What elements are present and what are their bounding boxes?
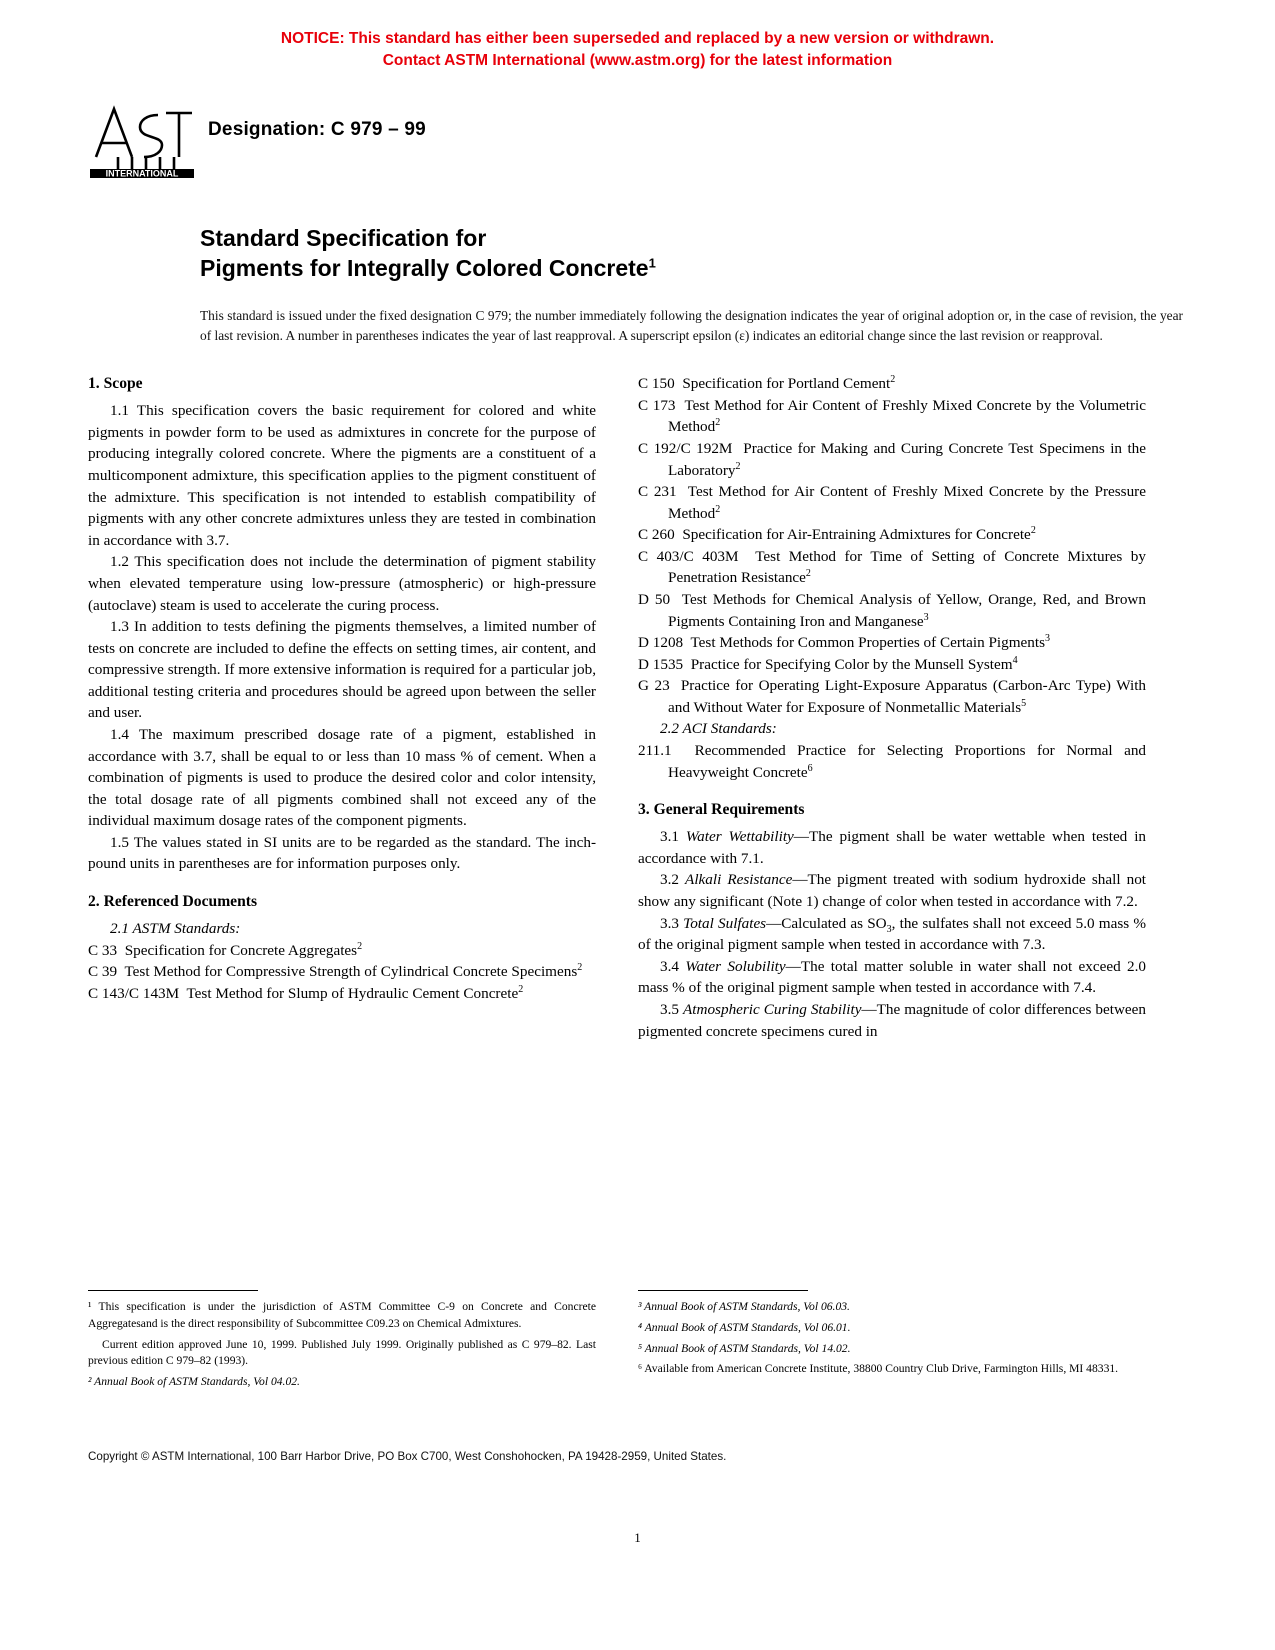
reference-item: C 173 Test Method for Air Content of Freshly Mixed Concrete by the Volumetric Method$^2$ <box>638 396 1146 436</box>
title-block <box>200 223 1183 347</box>
footnote-item: Current edition approved June 10, 1999. Published July 1999. Originally published as C 979–82. Last previous edition C 979–82 (1993). <box>88 1337 596 1368</box>
section-heading-scope: 1. Scope <box>88 375 143 393</box>
subheading-aci-standards: 2.2 ACI Standards: <box>660 720 777 738</box>
footnote-item: ⁶ Available from American Concrete Institute, 38800 Country Club Drive, Farmington Hills, MI 48331. <box>638 1362 1119 1376</box>
footnote-divider <box>88 1290 258 1291</box>
reference-item: G 23 Practice for Operating Light-Exposure Apparatus (Carbon-Arc Type) With and Without Water for Exposure of Nonmetallic Materials$^5$ <box>638 677 1147 716</box>
subheading-astm-standards: 2.1 ASTM Standards: <box>110 920 241 938</box>
paragraph-3-5: 3.5 Atmospheric Curing Stability—The magnitude of color differences between pigmented concrete specimens cured in <box>638 1000 1146 1040</box>
document-header <box>0 99 1275 191</box>
astm-logo <box>88 99 196 179</box>
reference-item: D 1208 Test Methods for Common Properties of Certain Pigments$^3$ <box>638 633 1051 652</box>
title-footnote-marker: 1 <box>648 255 656 271</box>
right-column <box>638 373 1146 1042</box>
astm-logo-icon <box>88 99 196 179</box>
paragraph-1-2: 1.2 This specification does not include the determination of pigment stability when elevated temperature using low-pressure (atmospheric) or high-pressure (autoclave) steam is used to accelerate the curing process. <box>88 553 596 614</box>
footnotes-left <box>88 1290 596 1395</box>
reference-item: C 143/C 143M Test Method for Slump of Hydraulic Cement Concrete$^2$ <box>88 983 524 1002</box>
reference-item: C 33 Specification for Concrete Aggregates$^2$ <box>88 940 363 959</box>
paragraph-1-3: 1.3 In addition to tests defining the pigments themselves, a limited number of tests on concrete are included to define the effects on setting times, air content, and compressive strength. If more extensive information is required for a particular job, additional testing criteria and procedures should be agreed upon between the seller and user. <box>88 618 596 722</box>
footnote-item: ⁵ Annual Book of ASTM Standards, Vol 14.02. <box>638 1341 851 1355</box>
reference-item: C 192/C 192M Practice for Making and Curing Concrete Test Specimens in the Laboratory$^2$ <box>638 439 1146 479</box>
paragraph-3-4: 3.4 Water Solubility—The total matter soluble in water shall not exceed 2.0 mass % of the original pigment sample when tested in accordance with 7.4. <box>638 957 1147 997</box>
reference-item: D 50 Test Methods for Chemical Analysis of Yellow, Orange, Red, and Brown Pigments Containing Iron and Manganese$^3$ <box>638 590 1146 630</box>
title-line-2: Pigments for Integrally Colored Concrete$^1$ <box>200 255 656 282</box>
paragraph-1-5: 1.5 The values stated in SI units are to be regarded as the standard. The inch-pound units in parentheses are for information purposes only. <box>88 833 596 873</box>
paragraph-1-1: 1.1 This specification covers the basic requirement for colored and white pigments in powder form to be used as admixtures in concrete for the purpose of producing integrally colored concrete. Where the pigments are a constituent of a multicomponent admixture, this specification applies to the pigment constituent of the admixture. This specification is not intended to establish compatibility of pigments with any other concrete admixtures unless they are tested in combination in accordance with 3.7. <box>88 402 596 549</box>
reference-item: 211.1 Recommended Practice for Selecting Proportions for Normal and Heavyweight Concrete$^6$ <box>638 742 1147 781</box>
reference-item: C 39 Test Method for Compressive Strength of Cylindrical Concrete Specimens$^2$ <box>88 962 583 981</box>
paragraph-1-4: 1.4 The maximum prescribed dosage rate of a pigment, established in accordance with 3.7, shall be equal to or less than 10 mass % of cement. When a combination of pigments is used to produce the desired color and color intensity, the total dosage rate of all pigments combined shall not exceed any of the individual maximum dosage rates of the component pigments. <box>88 726 596 830</box>
footnotes <box>88 1290 1187 1395</box>
page-number: 1 <box>634 1530 641 1545</box>
superseded-notice <box>0 0 1275 73</box>
title-line-1: Standard Specification for <box>200 224 487 251</box>
paragraph-3-2: 3.2 Alkali Resistance—The pigment treated with sodium hydroxide shall not show any significant (Note 1) change of color when tested in accordance with 7.2. <box>638 871 1147 911</box>
copyright-line: Copyright © ASTM International, 100 Barr Harbor Drive, PO Box C700, West Conshohocken, PA 19428-2959, United States. <box>88 1450 727 1463</box>
footnotes-right <box>638 1290 1146 1395</box>
paragraph-3-1: 3.1 Water Wettability—The pigment shall be water wettable when tested in accordance with 7.1. <box>638 828 1147 867</box>
page-title <box>200 223 1183 284</box>
svg-text:INTERNATIONAL: INTERNATIONAL <box>105 168 179 179</box>
notice-line-2: Contact ASTM International (www.astm.org) for the latest information <box>382 52 893 70</box>
reference-item: D 1535 Practice for Specifying Color by the Munsell System$^4$ <box>638 654 1018 673</box>
reference-item: C 231 Test Method for Air Content of Freshly Mixed Concrete by the Pressure Method$^2$ <box>638 483 1146 522</box>
footnote-item: ¹ This specification is under the jurisdiction of ASTM Committee C-9 on Concrete and Concrete Aggregatesand is the direct responsibility of Subcommittee C09.23 on Chemical Admixtures. <box>88 1300 596 1330</box>
paragraph-3-3: 3.3 Total Sulfates—Calculated as $SO_3$, the sulfates shall not exceed 5.0 mass % of the original pigment sample when tested in accordance with 7.3. <box>638 914 1147 954</box>
footnote-item: ³ Annual Book of ASTM Standards, Vol 06.03. <box>638 1300 850 1313</box>
designation-label: Designation: C 979 – 99 <box>208 118 426 140</box>
footnote-item: ⁴ Annual Book of ASTM Standards, Vol 06.01. <box>638 1320 851 1334</box>
section-heading-general-requirements: 3. General Requirements <box>638 801 805 819</box>
reference-item: C 403/C 403M Test Method for Time of Setting of Concrete Mixtures by Penetration Resistance$^2$ <box>638 547 1146 587</box>
footnote-item: ² Annual Book of ASTM Standards, Vol 04.02. <box>88 1375 300 1389</box>
preamble-text: This standard is issued under the fixed designation C 979; the number immediately following the designation indicates the year of original adoption or, in the case of revision, the year of last revision. A number in parentheses indicates the year of last reapproval. A superscript epsilon (ε) indicates an editorial change since the last revision or reapproval. <box>200 307 1183 344</box>
reference-item: C 260 Specification for Air-Entraining Admixtures for Concrete$^2$ <box>638 525 1036 544</box>
body-columns <box>88 373 1187 1042</box>
section-heading-referenced-documents: 2. Referenced Documents <box>88 893 258 911</box>
footnote-divider <box>638 1290 808 1291</box>
left-column <box>88 373 596 1042</box>
reference-item: C 150 Specification for Portland Cement$^2$ <box>638 374 896 393</box>
notice-line-1: NOTICE: This standard has either been superseded and replaced by a new version or withdrawn. <box>280 30 995 47</box>
